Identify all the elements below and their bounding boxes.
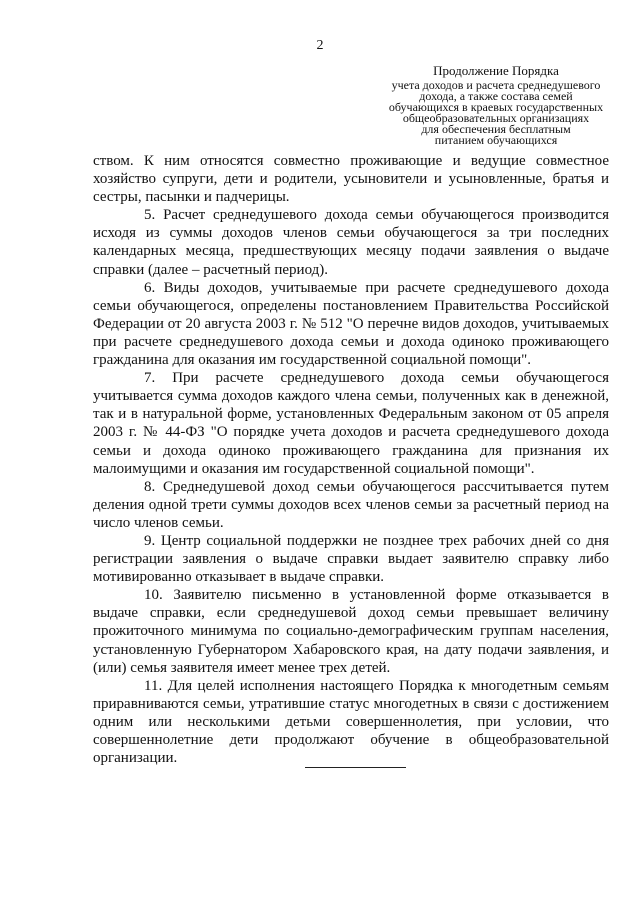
paragraph-item-10: 10. Заявителю письменно в установленной форме отказывается в выдаче справки, если среднедушевой доход семьи превышает величину прожиточного минимума по социально-демографическим группам населения, установленную Губернатором Хабаровского края, на дату подачи заявления, и (или) семья заявителя имеет менее трех детей. — [93, 587, 609, 676]
paragraph-item-9: 9. Центр социальной поддержки не позднее трех рабочих дней со дня регистрации заявления о выдаче справки выдает заявителю справку либо мотивированно отказывает в выдаче справки. — [93, 532, 609, 586]
header-line: Продолжение Порядка — [433, 63, 559, 78]
paragraph-continuation: ством. К ним относятся совместно проживающие и ведущие совместное хозяйство супруги, дети и родители, усыновители и усыновленные, братья и сестры, пасынки и падчерицы. — [93, 153, 609, 206]
paragraph-item-5: 5. Расчет среднедушевого дохода семьи обучающегося производится исходя из суммы доходов членов семьи обучающегося за три последних календарных месяца, предшествующих месяцу подачи заявления о выдаче справки (далее – расчетный период). — [93, 207, 609, 278]
end-of-document-line — [305, 767, 406, 768]
header-line: питанием обучающихся — [434, 133, 558, 147]
header-line: общеобразовательных организациях — [402, 111, 590, 125]
document-header — [360, 64, 632, 146]
paragraph-item-7: 7. При расчете среднедушевого дохода семьи обучающегося учитывается сумма доходов каждого члена семьи, полученных как в денежной, так и в натуральной форме, установленных Федеральным законом от 05 апреля 2003 г. № 44-ФЗ "О порядке учета доходов и расчета среднедушевого дохода семьи и дохода одиноко проживающего гражданина для признания их малоимущими и оказания им государственной социальной помощи". — [93, 370, 609, 477]
page-number: 2 — [316, 38, 324, 53]
header-line: для обеспечения бесплатным — [421, 122, 571, 136]
paragraph-item-6: 6. Виды доходов, учитываемые при расчете среднедушевого дохода семьи обучающегося, определены постановлением Правительства Российской Федерации от 20 августа 2003 г. № 512 "О перечне видов доходов, учитываемых при расчете среднедушевого дохода семьи и дохода одиноко проживающего гражданина для оказания им государственной социальной помощи". — [93, 279, 609, 369]
header-line: учета доходов и расчета среднедушевого — [391, 78, 601, 92]
document-body — [93, 152, 609, 767]
header-line: дохода, а также состава семей — [419, 89, 573, 103]
header-line: обучающихся в краевых государственных — [388, 100, 604, 114]
paragraph-item-11: 11. Для целей исполнения настоящего Порядка к многодетным семьям приравниваются семьи, утратившие статус многодетных в связи с достижением одним или несколькими детьми совершеннолетия, при условии, что совершеннолетние дети продолжают обучение в общеобразовательной организации. — [93, 677, 609, 767]
paragraph-item-8: 8. Среднедушевой доход семьи обучающегося рассчитывается путем деления одной трети суммы доходов всех членов семьи за расчетный период на число членов семьи. — [93, 478, 609, 531]
